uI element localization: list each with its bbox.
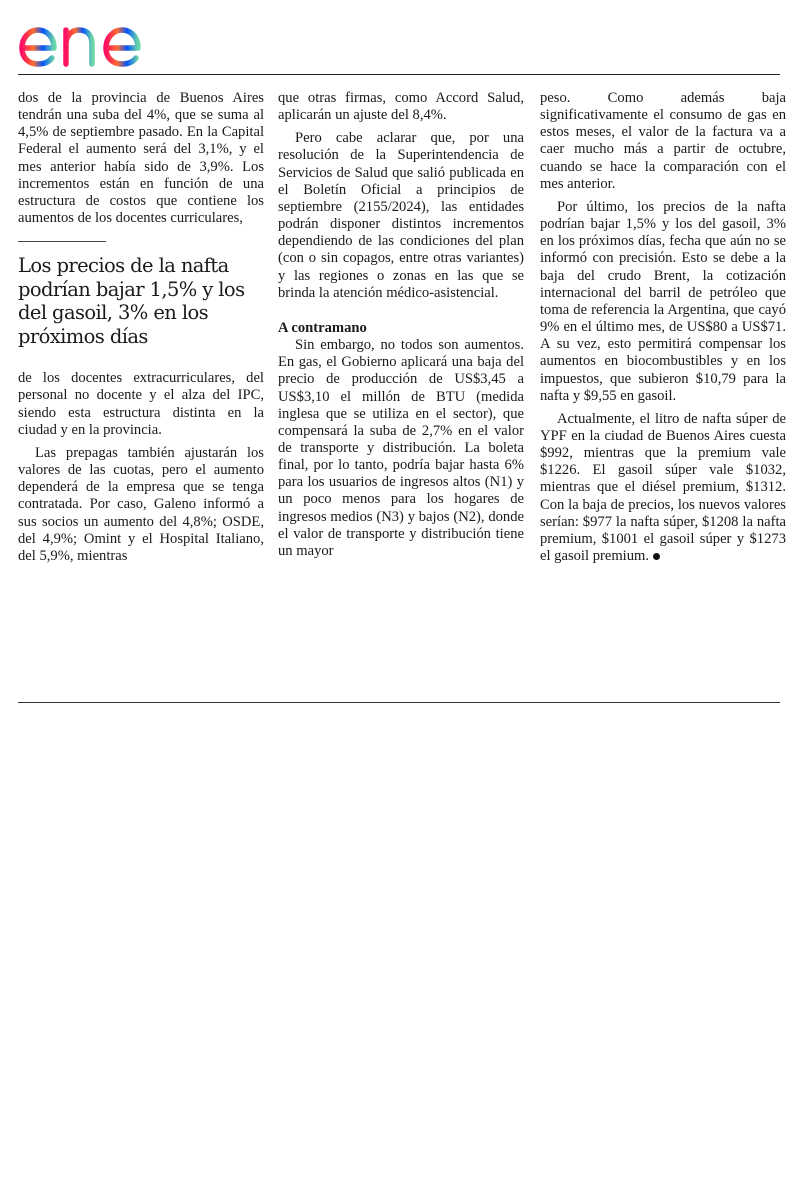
paragraph: que otras firmas, como Accord Salud, aplicarán un ajuste del 8,4%. — [278, 90, 524, 124]
paragraph-final — [540, 411, 786, 565]
paragraph: Pero cabe aclarar que, por una resolución de la Superintendencia de Servicios de Salud que salió publicada en el Boletín Oficial a principios de septiembre (2155/2024), las entidades podrán disponer distintos incrementos dependiendo de las condiciones del plan (con o sin copagos, entre otras variantes) y las regiones o zonas en las que se brinda la atención médico-asistencial. — [278, 130, 524, 301]
end-of-article-mark — [653, 553, 660, 560]
paragraph: de los docentes extracurriculares, del personal no docente y el alza del IPC, siendo esta estructura distinta en la ciudad y en la provincia. — [18, 370, 264, 438]
pull-quote — [18, 241, 264, 348]
article-column-1 — [18, 90, 264, 565]
enel-logo — [16, 6, 186, 68]
footer-rule — [18, 702, 780, 703]
section-subhead: A contramano — [278, 319, 367, 336]
header-rule — [18, 74, 780, 75]
paragraph: Las prepagas también ajustarán los valores de las cuotas, pero el aumento dependerá de la empresa que se tenga contratada. Por caso, Galeno informó a sus socios un aumento del 4,8%; OSDE, del 4,9%; Omint y el Hospital Italiano, del 5,9%, mientras — [18, 444, 264, 564]
paragraph: peso. Como además baja significativamente el consumo de gas en estos meses, el valor de la factura va a caer mucho más a partir de octubre, cuando se hace la comparación con el mes anterior. — [540, 90, 786, 192]
article-column-3 — [540, 90, 786, 565]
pull-quote-rule — [18, 241, 106, 242]
paragraph: Por último, los precios de la nafta podrían bajar 1,5% y los del gasoil, 3% en los próximos días, fecha que aún no se informó con precisión. Esto se debe a la baja del crudo Brent, la cotización internacional del barril de petróleo que toma de referencia la Argentina, que cayó 9% en el último mes, de US$80 a US$71. A su vez, esto permitirá compensar los aumentos en biocombustibles y en los impuestos, que subieron $10,79 para la nafta y $9,55 en gasoil. — [540, 198, 786, 404]
paragraph: Sin embargo, no todos son aumentos. En gas, el Gobierno aplicará una baja del precio de producción de US$3,45 a US$3,10 el millón de BTU (medida inglesa que se utiliza en el sector), que compensará la suba de 2,7% en el valor de transporte y distribución. La boleta final, por lo tanto, podría bajar hasta 6% para los usuarios de ingresos altos (N1) y un poco menos para los hogares de ingresos medios (N3) y bajos (N2), donde el valor de transporte y distribución tiene un mayor — [278, 337, 524, 559]
pull-quote-text: Los precios de la nafta podrían bajar 1,5% y los del gasoil, 3% en los próximos días — [18, 254, 245, 348]
paragraph-text: Actualmente, el litro de nafta súper de YPF en la ciudad de Buenos Aires cuesta $992, mientras que la premium vale $1226. El gasoil súper vale $1032, mientras que el diésel premium, $1312. Con la baja de precios, los nuevos valores serían: $977 la nafta súper, $1208 la nafta premium, $1001 el gasoil súper y $1273 el gasoil premium. — [540, 410, 786, 565]
paragraph: dos de la provincia de Buenos Aires tendrán una suba del 4%, que se suma al 4,5% de septiembre pasado. En la Capital Federal el aumento será del 3,1%, y el mes anterior había sido de 3,9%. Los incrementos están en función de una estructura de costos que contiene los aumentos de los docentes curriculares, — [18, 90, 264, 227]
article-column-2 — [278, 90, 524, 560]
